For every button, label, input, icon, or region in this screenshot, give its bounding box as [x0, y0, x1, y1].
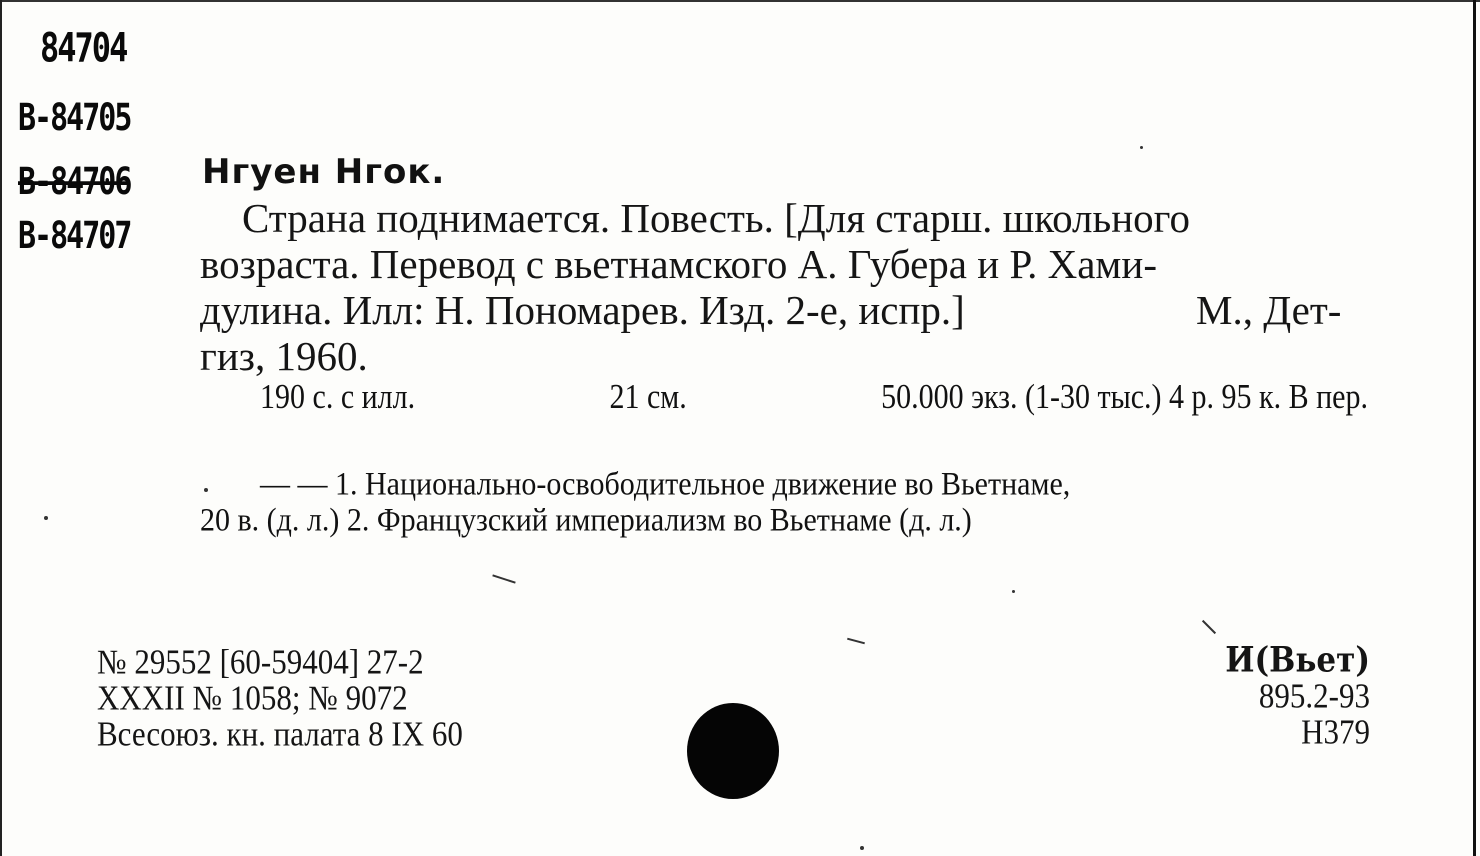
speck: [1012, 590, 1015, 593]
size: 21 см.: [609, 378, 687, 416]
handwritten-number: B-84707: [18, 214, 131, 258]
collation-line: [260, 378, 1368, 417]
description-line: гиз, 1960.: [200, 333, 368, 379]
publisher-place: М., Дет-: [1196, 287, 1342, 333]
speck: [1140, 146, 1143, 149]
pages: 190 с. с илл.: [260, 378, 416, 416]
description-line: возраста. Перевод с вьетнамского А. Губера и Р. Хами-: [200, 241, 1157, 287]
subject-heading: 20 в. (д. л.) 2. Французский империализм во Вьетнаме (д. л.): [200, 502, 972, 539]
subject-heading: — — 1. Национально-освободительное движение во Вьетнаме,: [260, 466, 1071, 503]
speck: [847, 638, 865, 645]
speck: [1202, 620, 1216, 634]
speck: [492, 574, 515, 583]
description-text: Страна поднимается. Повесть. [Для старш. школьного: [242, 195, 1190, 241]
print-run-price: 50.000 экз. (1-30 тыс.) 4 р. 95 к. В пер.: [881, 378, 1368, 416]
speck: [204, 488, 208, 492]
punch-hole: [687, 703, 779, 799]
registry-line: № 29552 [60-59404] 27-2: [97, 642, 424, 682]
description-line: [242, 194, 1368, 242]
classification-number: 895.2-93: [1258, 676, 1370, 716]
author-mark: Н379: [1301, 712, 1370, 752]
description-line: дулина. Илл: Н. Пономарев. Изд. 2-е, испр.]: [200, 287, 965, 333]
speck: [860, 846, 864, 850]
handwritten-number: B-84705: [18, 96, 131, 140]
registry-line: Всесоюз. кн. палата 8 IX 60: [97, 714, 463, 754]
author-heading: Нгуен Нгок.: [202, 152, 446, 192]
handwritten-number: 84704: [40, 24, 127, 72]
speck: [44, 516, 48, 520]
registry-line: XXXII № 1058; № 9072: [97, 678, 408, 718]
classification-code: И(Вьет): [1225, 640, 1370, 681]
handwritten-number-struck: B-84706: [18, 160, 131, 204]
